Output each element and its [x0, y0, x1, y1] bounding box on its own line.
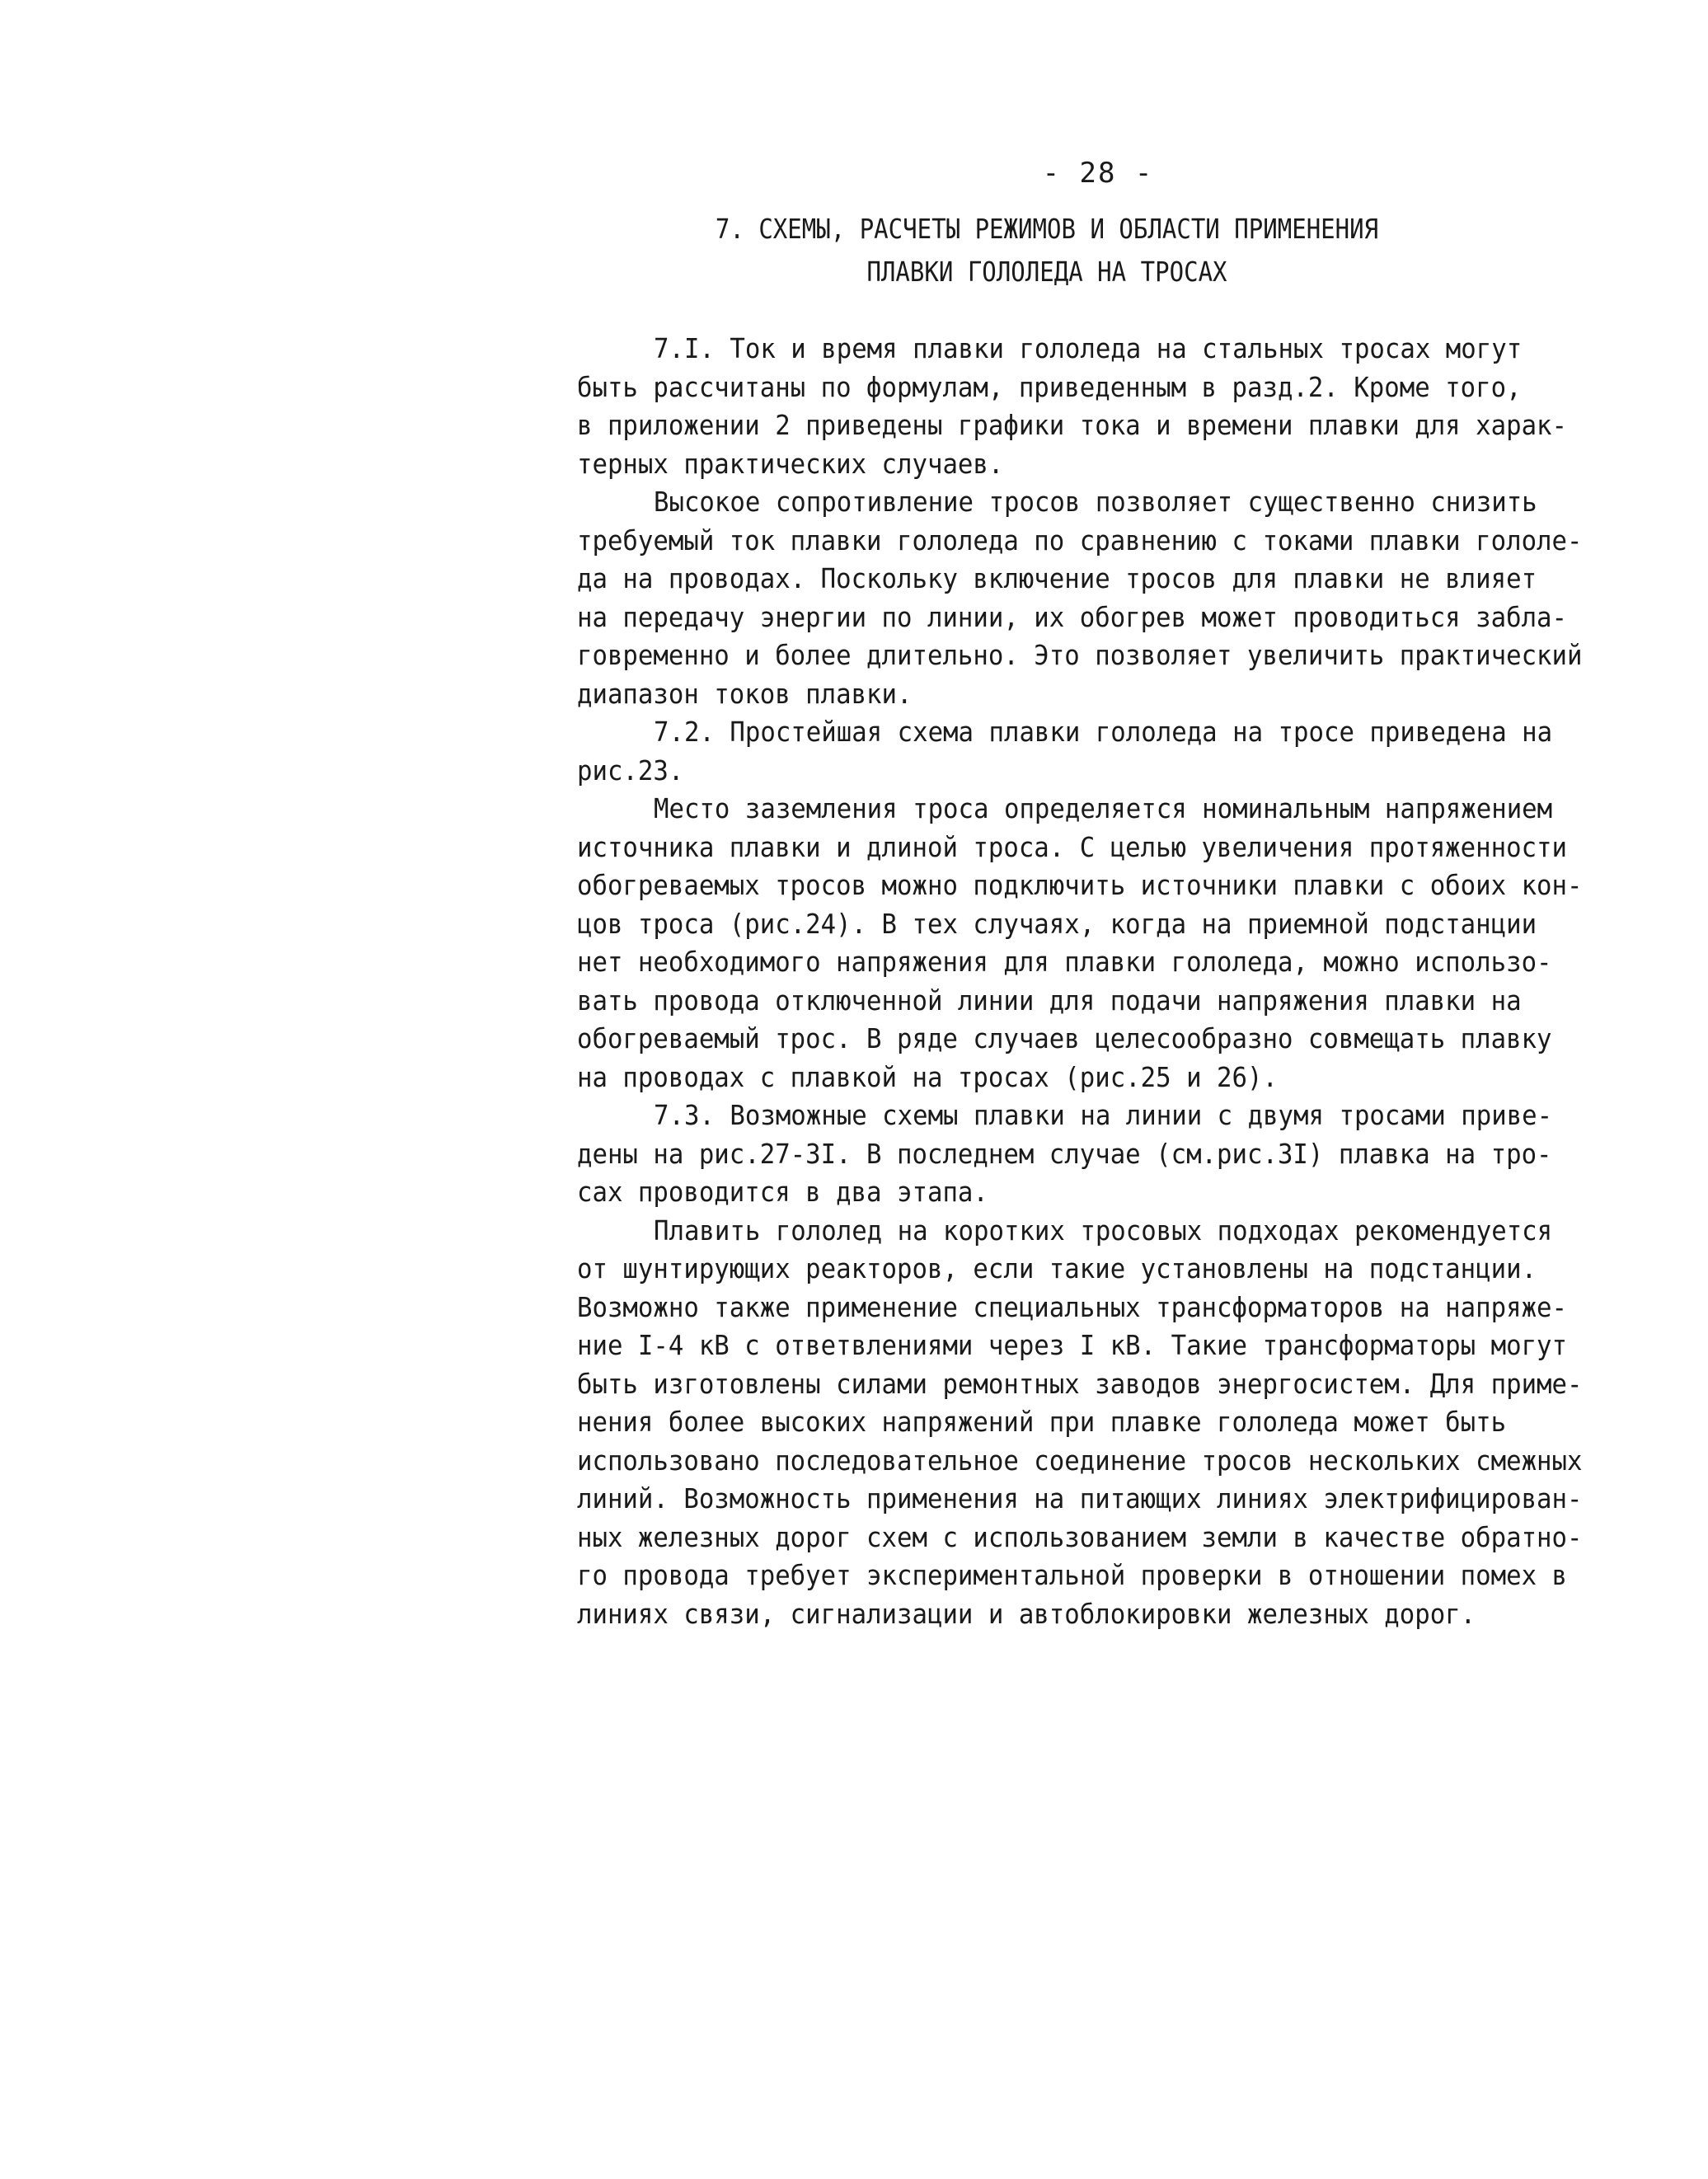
- text-line: дены на рис.27-3I. В последнем случае (см.рис.3I) плавка на тро-: [577, 1137, 1552, 1170]
- text-line: линий. Возможность применения на питающих линиях электрифицирован-: [577, 1482, 1583, 1514]
- text-line: линиях связи, сигнализации и автоблокировки железных дорог.: [577, 1597, 1476, 1630]
- text-line: на проводах с плавкой на тросах (рис.25 и 26).: [577, 1060, 1278, 1093]
- text-line: обогреваемых тросов можно подключить источники плавки с обоих кон-: [577, 869, 1583, 901]
- text-line: сах проводится в два этапа.: [577, 1176, 988, 1208]
- text-line: говременно и более длительно. Это позволяет увеличить практический: [577, 639, 1583, 671]
- text-line: 7.3. Возможные схемы плавки на линии с двумя тросами приве-: [654, 1099, 1553, 1131]
- text-line: требуемый ток плавки гололеда по сравнению с токами плавки гололе-: [577, 524, 1583, 556]
- text-line: быть изготовлены силами ремонтных заводов энергосистем. Для приме-: [577, 1367, 1583, 1400]
- text-line: 7.2. Простейшая схема плавки гололеда на тросе приведена на: [654, 716, 1553, 748]
- text-line: ние I-4 кВ с ответвлениями через I кВ. Такие трансформаторы могут: [577, 1329, 1568, 1361]
- text-line: да на проводах. Поскольку включение тросов для плавки не влияет: [577, 562, 1537, 594]
- text-line: 7.I. Ток и время плавки гололеда на стальных тросах могут: [654, 332, 1523, 364]
- text-line: Место заземления троса определяется номинальным напряжением: [654, 792, 1553, 824]
- text-line: на передачу энергии по линии, их обогрев может проводиться забла-: [577, 600, 1568, 633]
- text-line: использовано последовательное соединение тросов нескольких смежных: [577, 1444, 1583, 1477]
- text-line: в приложении 2 приведены графики тока и времени плавки для харак-: [577, 409, 1568, 441]
- text-line: нет необходимого напряжения для плавки гололеда, можно использо-: [577, 946, 1552, 978]
- page-number: - 28 -: [1042, 157, 1154, 190]
- text-line: цов троса (рис.24). В тех случаях, когда на приемной подстанции: [577, 907, 1537, 940]
- text-line: рис.23.: [577, 754, 684, 787]
- text-line: быть рассчитаны по формулам, приведенным в разд.2. Кроме того,: [577, 370, 1522, 403]
- text-line: терных практических случаев.: [577, 447, 1004, 480]
- text-line: вать провода отключенной линии для подачи напряжения плавки на: [577, 984, 1522, 1017]
- text-line: Высокое сопротивление тросов позволяет существенно снизить: [654, 486, 1537, 518]
- text-line: от шунтирующих реакторов, если такие установлены на подстанции.: [577, 1252, 1537, 1284]
- text-line: нения более высоких напряжений при плавке гололеда может быть: [577, 1406, 1507, 1438]
- body-text: [577, 330, 1640, 1633]
- text-line: Плавить гололед на коротких тросовых подходах рекомендуется: [654, 1214, 1553, 1247]
- section-heading-line-1: 7. СХЕМЫ, РАСЧЕТЫ РЕЖИМОВ И ОБЛАСТИ ПРИМЕНЕНИЯ: [715, 213, 1379, 245]
- section-heading-line-2: ПЛАВКИ ГОЛОЛЕДА НА ТРОСАХ: [866, 256, 1227, 288]
- text-line: Возможно также применение специальных трансформаторов на напряже-: [577, 1290, 1568, 1323]
- text-line: диапазон токов плавки.: [577, 677, 913, 710]
- text-line: обогреваемый трос. В ряде случаев целесообразно совмещать плавку: [577, 1022, 1552, 1054]
- text-line: го провода требует экспериментальной проверки в отношении помех в: [577, 1559, 1568, 1591]
- text-line: источника плавки и длиной троса. С целью увеличения протяженности: [577, 830, 1568, 863]
- section-heading: [575, 208, 1518, 294]
- text-line: ных железных дорог схем с использованием земли в качестве обратно-: [577, 1520, 1583, 1553]
